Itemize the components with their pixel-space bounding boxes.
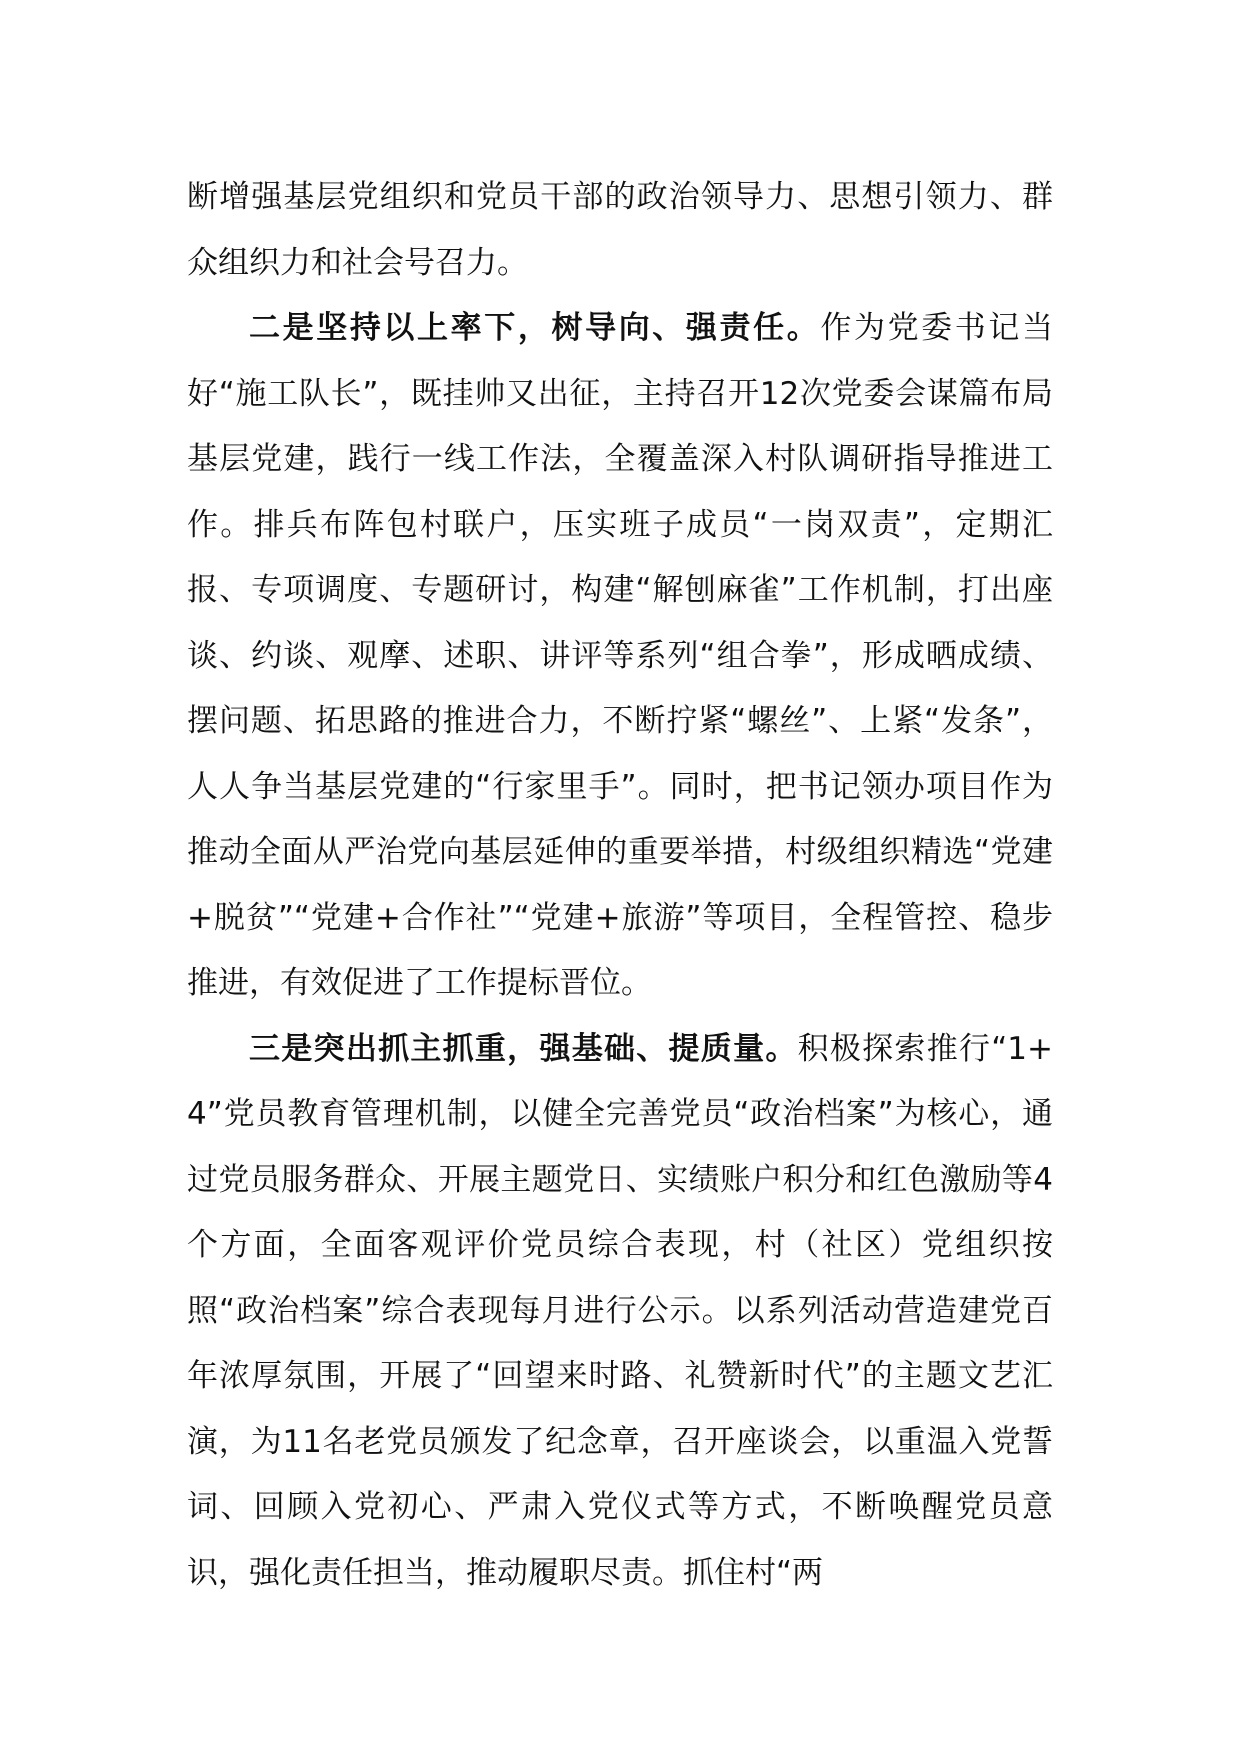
document-body: [187, 165, 1053, 1606]
paragraph-body: 断增强基层党组织和党员干部的政治领导力、思想引领力、群众组织力和社会号召力。: [187, 179, 1053, 281]
paragraph-continuation: [187, 165, 1053, 296]
paragraph-lead-heading: 二是坚持以上率下，树导向、强责任。: [249, 310, 821, 346]
paragraph-body: 积极探索推行“1+4”党员教育管理机制，以健全完善党员“政治档案”为核心，通过党员服务群众、开展主题党日、实绩账户积分和红色激励等4个方面，全面客观评价党员综合表现，村（社区）党组织按照“政治档案”综合表现每月进行公示。以系列活动营造建党百年浓厚氛围，开展了“回望来时路、礼赞新时代”的主题文艺汇演，为11名老党员颁发了纪念章，召开座谈会，以重温入党誓词、回顾入党初心、严肃入党仪式等方式，不断唤醒党员意识，强化责任担当，推动履职尽责。抓住村“两: [187, 1030, 1053, 1591]
paragraph-foundation: [187, 1017, 1053, 1607]
paragraph-body: 作为党委书记当好“施工队长”，既挂帅又出征，主持召开12次党委会谋篇布局基层党建，践行一线工作法，全覆盖深入村队调研指导推进工作。排兵布阵包村联户，压实班子成员“一岗双责”，定期汇报、专项调度、专题研讨，构建“解刨麻雀”工作机制，打出座谈、约谈、观摩、述职、讲评等系列“组合拳”，形成晒成绩、摆问题、拓思路的推进合力，不断拧紧“螺丝”、上紧“发条”，人人争当基层党建的“行家里手”。同时，把书记领办项目作为推动全面从严治党向基层延伸的重要举措，村级组织精选“党建+脱贫”“党建+合作社”“党建+旅游”等项目，全程管控、稳步推进，有效促进了工作提标晋位。: [187, 310, 1054, 1001]
paragraph-leadership: [187, 296, 1053, 1017]
paragraph-lead-heading: 三是突出抓主抓重，强基础、提质量。: [249, 1030, 798, 1067]
